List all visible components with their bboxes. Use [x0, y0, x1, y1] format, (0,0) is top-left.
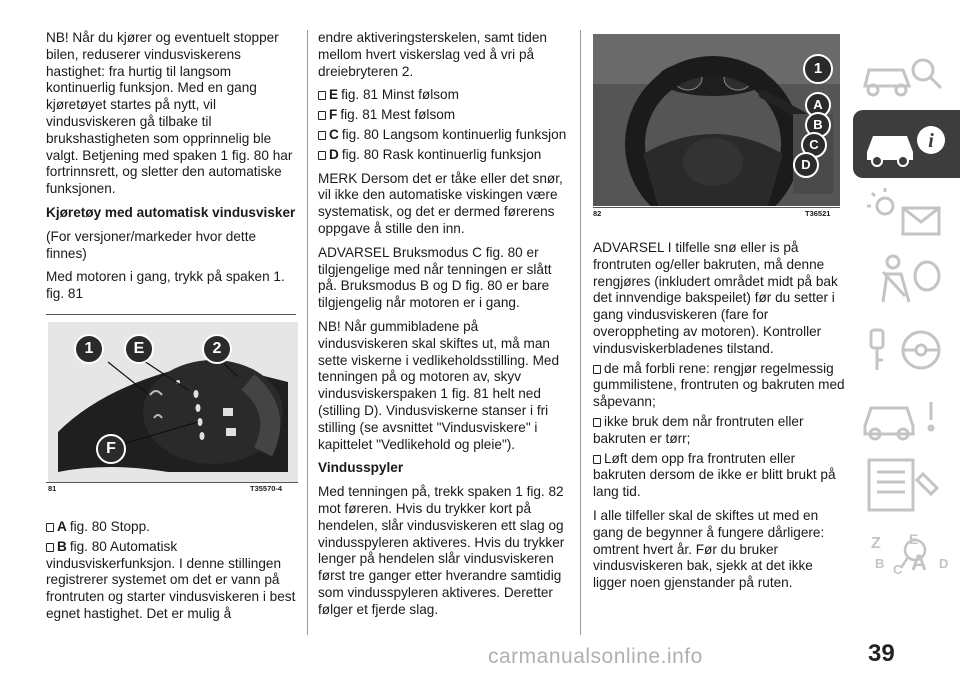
car-breakdown-icon	[853, 382, 960, 450]
section-heading: Vindusspyler	[318, 460, 404, 476]
column-left	[46, 30, 300, 310]
chapter-tab-key-steering-wheel[interactable]	[853, 314, 960, 382]
chapter-tab-car-breakdown[interactable]	[853, 382, 960, 450]
checkbox-bullet-icon	[46, 523, 54, 532]
checkbox-bullet-icon	[318, 91, 326, 100]
figure-number: 81	[48, 484, 57, 493]
column-divider	[580, 30, 581, 635]
list-item: A fig. 80 Stopp.	[46, 519, 300, 536]
figure-number: 82	[593, 209, 602, 218]
callout-2: 2	[202, 334, 232, 364]
callout-d: D	[793, 152, 819, 178]
figure-rule	[46, 482, 298, 483]
list-item: Løft dem opp fra frontruten eller bakruten dersom de ikke er blitt brukt på lang tid.	[593, 450, 836, 500]
column-left-bullets	[46, 519, 300, 626]
checkbox-bullet-icon	[593, 455, 601, 464]
paragraph: ADVARSEL I tilfelle snø eller is på frontruten og/eller bakruten, må denne rengjøres (inkludert området midt på bak det innvendige bakspeilet) før du setter i gang vindusviskeren (fare for overoppheting av motoren). Kontroller vindusviskerbladenes tilstand.	[593, 240, 838, 356]
section-heading: Kjøretøy med automatisk vindusvisker	[46, 204, 296, 220]
list-item: F fig. 81 Mest følsom	[318, 107, 568, 124]
checkbox-bullet-icon	[318, 151, 326, 160]
airbag-seatbelt-icon	[853, 246, 960, 314]
list-item: E fig. 81 Minst følsom	[318, 87, 568, 104]
checkbox-bullet-icon	[46, 543, 54, 552]
callout-c: C	[801, 132, 827, 158]
column-divider	[307, 30, 308, 635]
svg-text:E: E	[909, 531, 919, 547]
list-item: D fig. 80 Rask kontinuerlig funksjon	[318, 147, 568, 164]
figure-code: T36521	[805, 209, 831, 218]
svg-text:B: B	[875, 556, 885, 571]
list-item: B fig. 80 Automatisk vindusviskerfunksjon. I denne stillingen registrerer systemet om det er vann på frontruten og starter vindusviskeren i best egnet hastighet. Det er mulig å	[46, 538, 296, 621]
maintenance-checklist-icon	[853, 450, 960, 518]
figure-code: T35570-4	[250, 484, 283, 493]
chapter-tab-maintenance-checklist[interactable]	[853, 450, 960, 518]
column-middle	[318, 30, 568, 626]
chapter-tab-dashboard-lights[interactable]	[853, 178, 960, 246]
watermark: carmanualsonline.info	[488, 645, 703, 668]
checkbox-bullet-icon	[318, 111, 326, 120]
svg-text:i: i	[928, 130, 934, 152]
paragraph: (For versjoner/markeder hvor dette finnes)	[46, 228, 257, 261]
list-item: C fig. 80 Langsom kontinuerlig funksjon	[318, 127, 568, 144]
callout-1: 1	[74, 334, 104, 364]
list-item: de må forbli rene: rengjør regelmessig gummilistene, frontruten og bakruten med såpevann;	[593, 360, 845, 410]
callout-b: B	[805, 112, 831, 138]
checkbox-bullet-icon	[593, 418, 601, 427]
figure-82	[593, 34, 840, 206]
svg-text:D: D	[939, 556, 949, 571]
paragraph: Med tenningen på, trekk spaken 1 fig. 82 mot føreren. Hvis du trykker kort på hendelen, slår vindusviskeren ett slag og vindusspyleren aktiveres. Hvis du trykker lenger på hendelen slår vindusviskeren først tre ganger etter hverandre samtidig som vindusspyleren aktiveres. Deretter følger et fjerde slag.	[318, 484, 565, 617]
paragraph: endre aktiveringsterskelen, samt tiden mellom hvert viskerslag ved å vri på dreiebryteren 2.	[318, 30, 547, 79]
chapter-tab-alphabetical-index[interactable]	[853, 518, 960, 586]
paragraph: MERK Dersom det er tåke eller det snør, vil ikke den automatiske viskingen være systematisk, og det er dermed førerens oppgave å stille den inn.	[318, 170, 563, 236]
paragraph: Med motoren i gang, trykk på spaken 1. fig. 81	[46, 269, 285, 302]
callout-f: F	[96, 434, 126, 464]
figure-rule	[593, 207, 840, 208]
paragraph: ADVARSEL Bruksmodus C fig. 80 er tilgjengelige med når tenningen er slått på. Bruksmodus B og D fig. 80 er bare tilgjengelig når motoren er i gang.	[318, 244, 552, 311]
list-item: ikke bruk dem når frontruten eller bakruten er tørr;	[593, 413, 804, 446]
callout-1: 1	[803, 54, 833, 84]
dashboard-lights-icon	[853, 178, 960, 246]
chapter-tab-car-info[interactable]	[853, 110, 960, 178]
steering-wheel-illustration	[593, 34, 840, 206]
column-right	[593, 240, 845, 599]
svg-text:C: C	[893, 562, 903, 577]
paragraph: I alle tilfeller skal de skiftes ut med en gang de begynner å fungere dårligere: omtrent hvert år. Før du bruker vindusviskeren bak, sjekk at det ikke ligger noen gjenstander på ruten.	[593, 507, 825, 591]
car-info-icon	[853, 110, 960, 178]
alphabetical-index-icon	[853, 518, 960, 586]
paragraph: NB! Når du kjører og eventuelt stopper bilen, reduserer vindusviskerens hastighet: fra hurtig til langsom kontinuerlig funksjon. Med en gang kjøretøyet startes på nytt, vil vindusviskeren gå tilbake til brukshastigheten som opprinnelig ble valgt. Betjening med spaken 1 fig. 80 har fortrinnsrett, og sletter den automatiske funksjonen.	[46, 30, 293, 197]
figure-81	[48, 322, 298, 482]
callout-e: E	[124, 334, 154, 364]
figure-rule	[46, 314, 296, 315]
chapter-tab-car-search[interactable]	[853, 42, 960, 110]
callout-a: A	[805, 92, 831, 118]
svg-text:A: A	[911, 550, 927, 575]
car-search-icon	[853, 42, 960, 110]
svg-text:Z: Z	[871, 535, 881, 552]
paragraph: NB! Når gummibladene på vindusviskeren skal skiftes ut, må man sette viskerne i vedlikeholdsstilling. Med tenningen på og motoren av, skyv vindusviskerspaken 1 fig. 81 helt ned (stilling D). Vindusviskerne stanser i fri stilling (se avsnittet "Vindusviskere" i kapittelet "Vedlikehold og pleie").	[318, 318, 560, 452]
key-steering-wheel-icon	[853, 314, 960, 382]
page-number: 39	[868, 640, 895, 667]
checkbox-bullet-icon	[593, 365, 601, 374]
checkbox-bullet-icon	[318, 131, 326, 140]
chapter-tab-airbag-seatbelt[interactable]	[853, 246, 960, 314]
